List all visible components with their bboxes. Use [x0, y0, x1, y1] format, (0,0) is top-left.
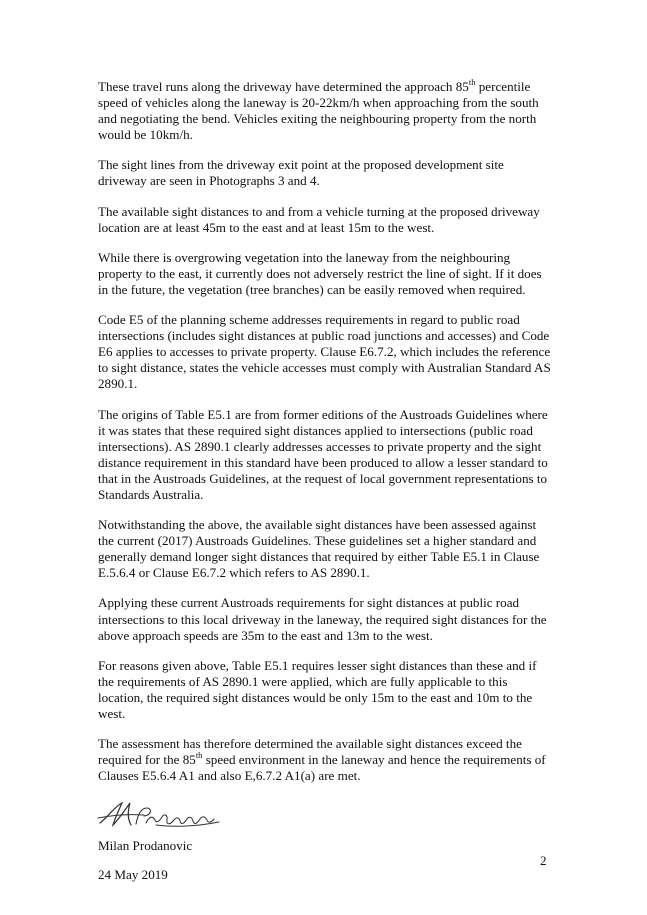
signature-date: 24 May 2019 — [98, 867, 168, 883]
signatory-name: Milan Prodanovic — [98, 838, 193, 854]
paragraph-table-e5-origins: The origins of Table E5.1 are from former editions of the Austroads Guidelines where it was states that these required sight distances applied to intersections (public road intersections). AS 2890.1 clearly addresses accesses to private property and the sight distance requirement in this standard have been produced to allow a lesser standard to that in the Austroads Guidelines, at the request of local government representations to Standards Australia. — [98, 406, 548, 502]
paragraph-sight-lines: The sight lines from the driveway exit point at the proposed development site driveway are seen in Photographs 3 and 4. — [98, 157, 504, 189]
handwritten-signature — [96, 798, 224, 830]
document-body — [98, 76, 554, 884]
paragraph-vegetation: While there is overgrowing vegetation into the laneway from the neighbouring property to the east, it currently does not adversely restrict the line of sight. If it does in the future, the vegetation (tree branches) can be easily removed when required. — [98, 249, 542, 297]
paragraph-austroads-assessment: Notwithstanding the above, the available sight distances have been assessed against the current (2017) Austroads Guidelines. These guidelines set a higher standard and generally demand longer sight distances that required by either Table E5.1 in Clause E.5.6.4 or Clause E6.7.2 which refers to AS 2890.1. — [98, 517, 540, 581]
paragraph-travel-runs — [98, 76, 554, 143]
paragraph-text: percentile speed of vehicles along the laneway is 20-22km/h when approaching from the south and negotiating the bend. Vehicles exiting the neighbouring property from the north would be 10km/h. — [98, 79, 539, 143]
paragraph-as2890-comparison: For reasons given above, Table E5.1 requires lesser sight distances than these and if the requirements of AS 2890.1 were applied, which are fully applicable to this location, the required sight distances would be only 15m to the east and 10m to the west. — [98, 657, 537, 721]
paragraph-austroads-requirements: Applying these current Austroads requirements for sight distances at public road intersections to this local driveway in the laneway, the required sight distances for the above approach speeds are 35m to the east and 13m to the west. — [98, 595, 547, 643]
paragraph-conclusion — [98, 736, 554, 784]
paragraph-text: The assessment has therefore determined the available sight distances exceed the required for the 85 — [98, 736, 522, 768]
paragraph-text: These travel runs along the driveway have determined the approach 85 — [98, 79, 469, 94]
superscript-ordinal: th — [468, 76, 476, 87]
superscript-ordinal: th — [195, 749, 203, 760]
paragraph-code-e5: Code E5 of the planning scheme addresses requirements in regard to public road intersections (includes sight distances at public road junctions and accesses) and Code E6 applies to accesses to private property. Clause E6.7.2, which includes the reference to sight distance, states the vehicle accesses must comply with Australian Standard AS 2890.1. — [98, 312, 551, 392]
paragraph-available-sight-distances: The available sight distances to and from a vehicle turning at the proposed driveway location are at least 45m to the east and at least 15m to the west. — [98, 203, 540, 235]
paragraph-text: speed environment in the laneway and hence the requirements of Clauses E5.6.4 A1 and also E,6.7.2 A1(a) are met. — [98, 752, 546, 784]
page-number: 2 — [540, 853, 547, 868]
